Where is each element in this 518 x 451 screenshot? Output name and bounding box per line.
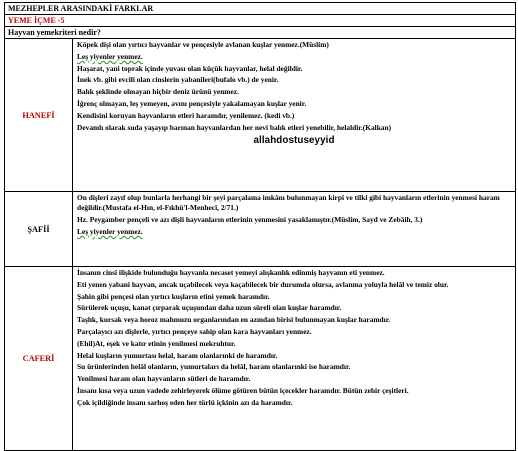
section-label-caferi: CAFERİ xyxy=(5,267,73,451)
section-content-hanefi xyxy=(73,39,516,192)
list-item: İğrenç olmayan, leş yemeyen, avını pençesiyle yakalamayan kuşlar yenir. xyxy=(77,98,307,108)
section-label-safii: ŞAFİİ xyxy=(5,192,73,267)
list-item: On dişleri zayıf olup bunlarla herhangi bir şeyi parçalama imkânı bulunmayan kirpi ve tilki gibi hayvanların etlerinin yenmesi haram değildir.(Mustafa el-Hın, el-Fıkhü'l-Menhecî, 2/71.) xyxy=(77,193,500,213)
section-label-hanefi: HANEFİ xyxy=(5,39,73,192)
list-item: Hz. Peygamber pençeli ve azı dişli hayvanların etlerinin yenmesini yasaklamıştır.(Müslim, Sayd ve Zebâih, 3.) xyxy=(77,215,423,224)
list-item: Su ürünlerinden helâl olanların, yumurtaları da helâl, haram olanlarınki ise haramdır. xyxy=(77,362,351,372)
list-item: Köpek dişi olan yırtıcı hayvanlar ve pençesiyle avlanan kuşlar yenmez.(Müslim) xyxy=(77,40,329,49)
differences-table xyxy=(4,2,516,451)
list-item: Çok içildiğinde insanı sarhoş eden her türlü içkinin azı da haramdır. xyxy=(77,397,293,407)
list-item: Devamlı olarak suda yaşayıp barınan hayvanlardan her nevi balık etleri yenebilir, helaldir.(Kalkan) xyxy=(77,122,392,132)
list-item: Eti yenen yabani hayvan, ancak uçabilecek veya kaçabilecek bir durumda olursa, avlanma yoluyla helâl ve temiz olur. xyxy=(77,279,449,289)
title-row xyxy=(5,3,516,15)
watermark-text: allahdostuseyyid xyxy=(253,134,335,146)
list-item: Helal kuşların yumurtası helal, haram olanlarınki de haramdır. xyxy=(77,350,278,360)
list-item: İnsanın cinsî ilişkide bulunduğu hayvanla necaset yemeyi alışkanlık edinmiş hayvanın eti yenmez. xyxy=(77,268,385,277)
list-item: İnek vb. gibi evcili olan cinslerin yabanileri(bufalo vb.) de yenir. xyxy=(77,75,279,85)
section-row-caferi xyxy=(5,267,516,451)
subtitle-row xyxy=(5,15,516,27)
section-row-safii xyxy=(5,192,516,267)
list-item: Taşlık, kursak veya horoz mahmuzu organlarından en azından birisi bulunmayan kuşlar haramdır. xyxy=(77,315,391,325)
list-item: Yenilmesi haram olan hayvanların sütleri de haramdır. xyxy=(77,374,251,384)
list-item: Balık şeklinde olmayan hiçbir deniz ürünü yenmez. xyxy=(77,87,239,97)
question-label: Hayvan yemekriteri nedir? xyxy=(8,28,101,37)
question-row xyxy=(5,27,516,39)
list-item: Haşarat, yani toprak içinde yuvası olan küçük hayvanlar, helal değildir. xyxy=(77,63,303,73)
table-title: MEZHEPLER ARASINDAKİ FARKLAR xyxy=(5,3,516,15)
list-item: Leş yiyenler yenmez. xyxy=(77,51,143,61)
list-item: Leş yiyenler yenmez. xyxy=(77,226,143,236)
question-text xyxy=(5,27,516,39)
table-subtitle: YEME İÇME -5 xyxy=(5,15,516,27)
list-item: Parçalayıcı azı dişlerle, yırtıcı pençeye sahip olan kara hayvanları yenmez. xyxy=(77,326,312,336)
list-item: İnsanı kısa veya uzun vadede zehirleyerek ölüme götüren bütün içecekler haramdır. Bütün zehir çeşitleri. xyxy=(77,385,409,395)
list-item: (Ehil)At, eşek ve katır etinin yenilmesi mekruhtur. xyxy=(77,338,236,348)
list-item: Şahin gibi pençesi olan yırtıcı kuşların etini yemek haramdır. xyxy=(77,291,270,301)
list-item: Sürülerek uçuşu, kanat çırparak uçuşundan daha uzun süreli olan kuşlar haramdır. xyxy=(77,303,342,313)
section-content-caferi xyxy=(73,267,516,451)
list-item: Kendisini koruyan hayvanların etleri haramdır, yenilemez. (kedi vb.) xyxy=(77,110,295,120)
section-row-hanefi xyxy=(5,39,516,192)
section-content-safii xyxy=(73,192,516,267)
